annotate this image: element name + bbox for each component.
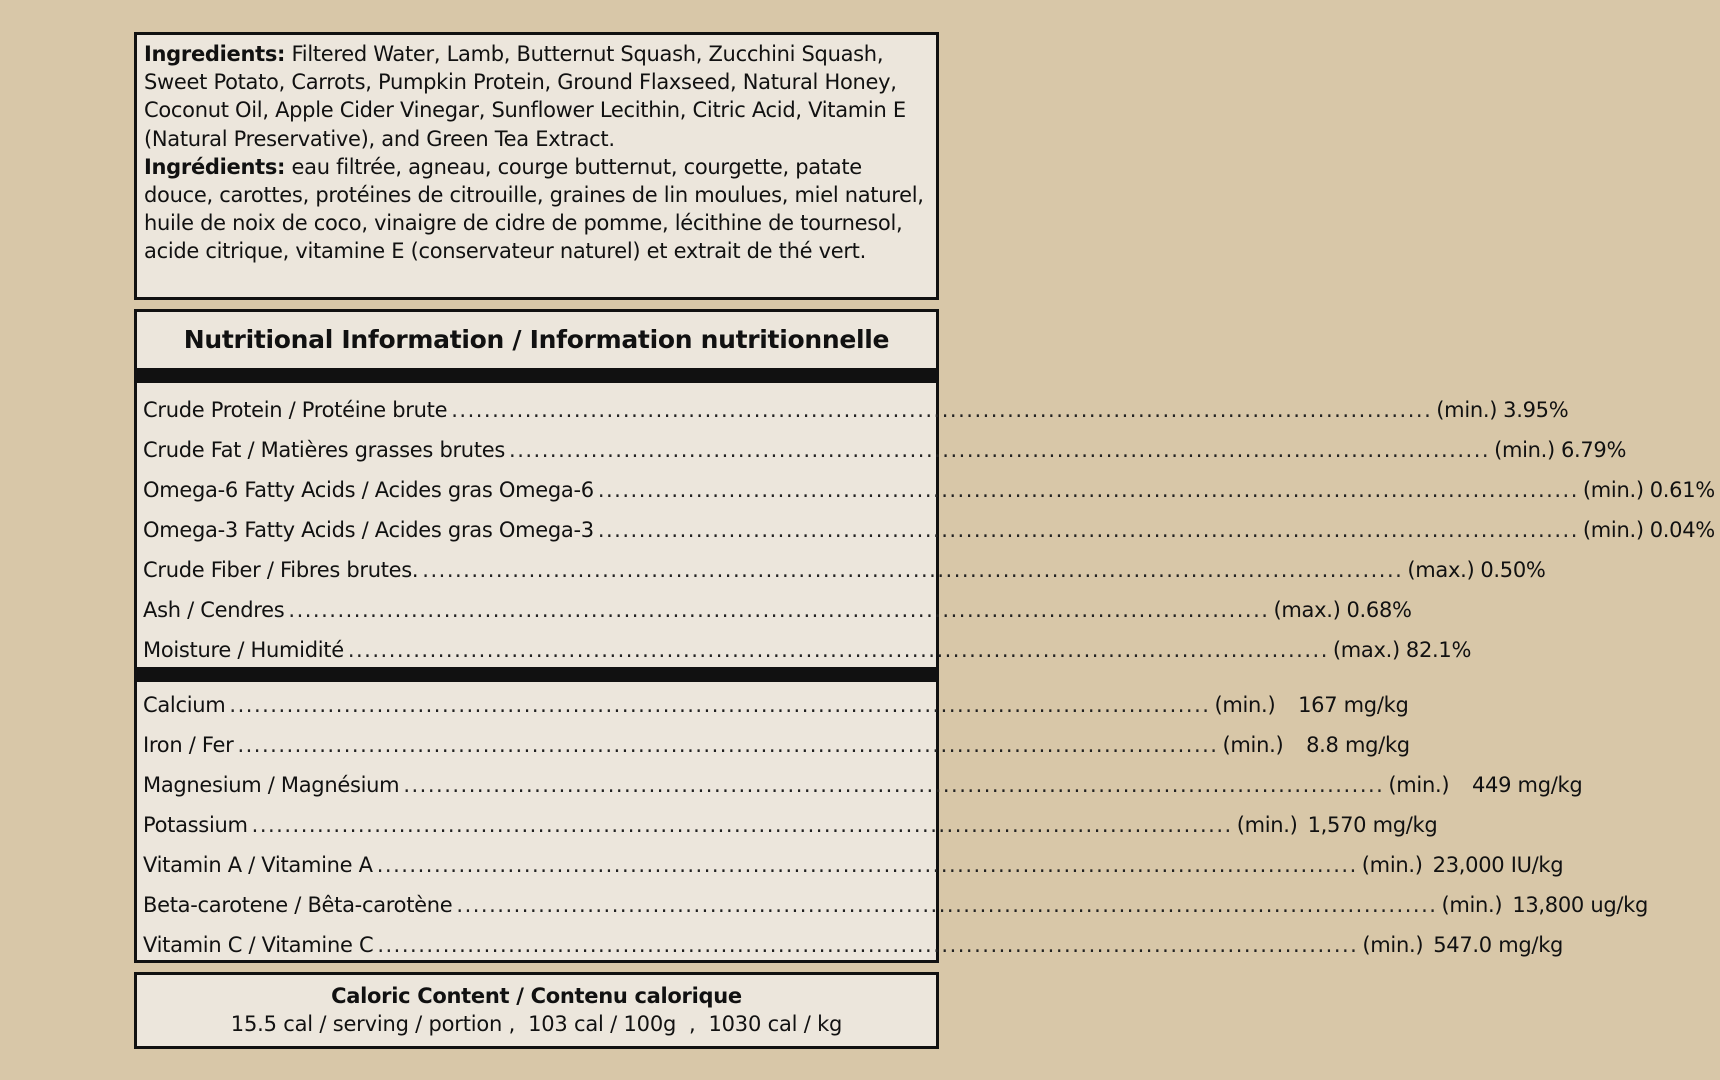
nutrient-value: 23,000 IU/kg: [1432, 853, 1564, 877]
dot-leader: ........................................................................................................................: [288, 598, 1270, 622]
dot-leader: ........................................................................................................................: [451, 398, 1433, 422]
nutrient-value: 0.61%: [1649, 478, 1715, 502]
nutrient-row: [143, 550, 1546, 590]
nutrient-value: 547.0 mg/kg: [1433, 933, 1564, 957]
nutrition-panel: [134, 309, 1715, 963]
nutrient-label: Beta-carotene / Bêta-carotène: [143, 893, 453, 917]
ingredients-en-label: Ingredients:: [144, 42, 286, 66]
nutrient-qualifier: (max.): [1332, 638, 1400, 662]
nutrient-row: [143, 430, 1627, 470]
nutrition-title: Nutritional Information / Information nutritionnelle: [183, 325, 890, 354]
nutrient-qualifier: (min.): [1362, 933, 1424, 957]
dot-leader: ........................................................................................................................: [251, 813, 1233, 837]
dot-leader: ........................................................................................................................: [597, 478, 1579, 502]
nutrient-label: Crude Fiber / Fibres brutes.: [143, 558, 419, 582]
dot-leader: ........................................................................................................................: [597, 518, 1579, 542]
nutrient-row: [143, 630, 1472, 670]
nutrient-label: Omega-3 Fatty Acids / Acides gras Omega-3: [143, 518, 594, 542]
nutrient-value: 0.04%: [1649, 518, 1715, 542]
nutrient-label: Magnesium / Magnésium: [143, 773, 400, 797]
nutrient-qualifier: (min.): [1236, 813, 1298, 837]
nutrient-row: [143, 685, 1409, 725]
nutrient-row: [143, 725, 1410, 765]
dot-leader: ........................................................................................................................: [509, 438, 1491, 462]
nutrient-row: [143, 805, 1438, 845]
nutrient-value: 167 mg/kg: [1285, 693, 1409, 717]
nutrient-label: Calcium: [143, 693, 226, 717]
nutrient-value: 0.50%: [1480, 558, 1546, 582]
nutrient-qualifier: (max.): [1273, 598, 1341, 622]
nutrient-value: 449 mg/kg: [1459, 773, 1583, 797]
dot-leader: ........................................................................................................................: [229, 693, 1211, 717]
nutrient-label: Moisture / Humidité: [143, 638, 344, 662]
nutrient-qualifier: (min.): [1361, 853, 1423, 877]
nutrient-value: 0.68%: [1346, 598, 1412, 622]
dot-leader: ........................................................................................................................: [376, 853, 1358, 877]
nutrient-qualifier: (min.): [1582, 518, 1644, 542]
nutrient-label: Crude Protein / Protéine brute: [143, 398, 448, 422]
dot-leader: ........................................................................................................................: [347, 638, 1329, 662]
nutrient-row: [143, 590, 1412, 630]
nutrient-qualifier: (min.): [1222, 733, 1284, 757]
nutrient-row: [143, 390, 1569, 430]
caloric-title: Caloric Content / Contenu calorique: [331, 984, 742, 1008]
nutrient-label: Vitamin C / Vitamine C: [143, 933, 374, 957]
nutrient-row: [143, 885, 1649, 925]
nutrient-qualifier: (min.): [1494, 438, 1555, 462]
ingredients-en-text: Filtered Water, Lamb, Butternut Squash, Zucchini Squash, Sweet Potato, Carrots, Pumpkin Protein, Ground Flaxseed, Natural Honey, Coconut Oil, Apple Cider Vinegar, Sunflower Lecithin, Citric Acid, Vitamin E (Natural Preservative), and Green Tea Extract.: [144, 42, 906, 151]
nutrient-value: 1,570 mg/kg: [1307, 813, 1438, 837]
nutrient-qualifier: (min.): [1388, 773, 1450, 797]
nutrient-label: Iron / Fer: [143, 733, 234, 757]
ingredients-english: [144, 40, 929, 153]
caloric-values: 15.5 cal / serving / portion , 103 cal / 100g , 1030 cal / kg: [230, 1012, 843, 1036]
mineral-analysis: [137, 682, 1649, 962]
caloric-panel: [134, 972, 939, 1049]
nutrient-row: [143, 765, 1583, 805]
nutrient-label: Vitamin A / Vitamine A: [143, 853, 373, 877]
nutrient-label: Potassium: [143, 813, 248, 837]
guaranteed-analysis: [137, 383, 1715, 667]
dot-leader: ........................................................................................................................: [237, 733, 1219, 757]
ingredients-panel: [134, 32, 939, 300]
dot-leader: ........................................................................................................................: [456, 893, 1438, 917]
nutrient-row: [143, 510, 1715, 550]
dot-leader: ........................................................................................................................: [422, 558, 1404, 582]
ingredients-fr-text: eau filtrée, agneau, courge butternut, courgette, patate douce, carottes, protéines de citrouille, graines de lin moulues, miel naturel, huile de noix de coco, vinaigre de cidre de pomme, lécithine de tournesol, acide citrique, vitamine E (conservateur naturel) et extrait de thé vert.: [144, 154, 924, 264]
nutrient-qualifier: (min.): [1214, 693, 1276, 717]
nutrient-qualifier: (min.): [1582, 478, 1644, 502]
nutrient-row: [143, 925, 1564, 965]
divider-bar: [137, 368, 936, 383]
nutrient-value: 6.79%: [1560, 438, 1627, 462]
nutrient-value: 13,800 ug/kg: [1512, 893, 1649, 917]
nutrient-label: Crude Fat / Matières grasses brutes: [143, 438, 506, 462]
nutrient-label: Omega-6 Fatty Acids / Acides gras Omega-6: [143, 478, 594, 502]
nutrient-row: [143, 845, 1564, 885]
nutrient-qualifier: (max.): [1407, 558, 1475, 582]
dot-leader: ........................................................................................................................: [377, 933, 1359, 957]
dot-leader: ........................................................................................................................: [403, 773, 1385, 797]
ingredients-french: [144, 153, 929, 266]
nutrient-value: 3.95%: [1503, 398, 1569, 422]
nutrient-value: 8.8 mg/kg: [1293, 733, 1410, 757]
nutrient-label: Ash / Cendres: [143, 598, 285, 622]
nutrient-qualifier: (min.): [1436, 398, 1498, 422]
nutrient-qualifier: (min.): [1441, 893, 1503, 917]
nutrient-row: [143, 470, 1715, 510]
nutrient-value: 82.1%: [1405, 638, 1472, 662]
ingredients-fr-label: Ingrédients:: [144, 154, 286, 179]
